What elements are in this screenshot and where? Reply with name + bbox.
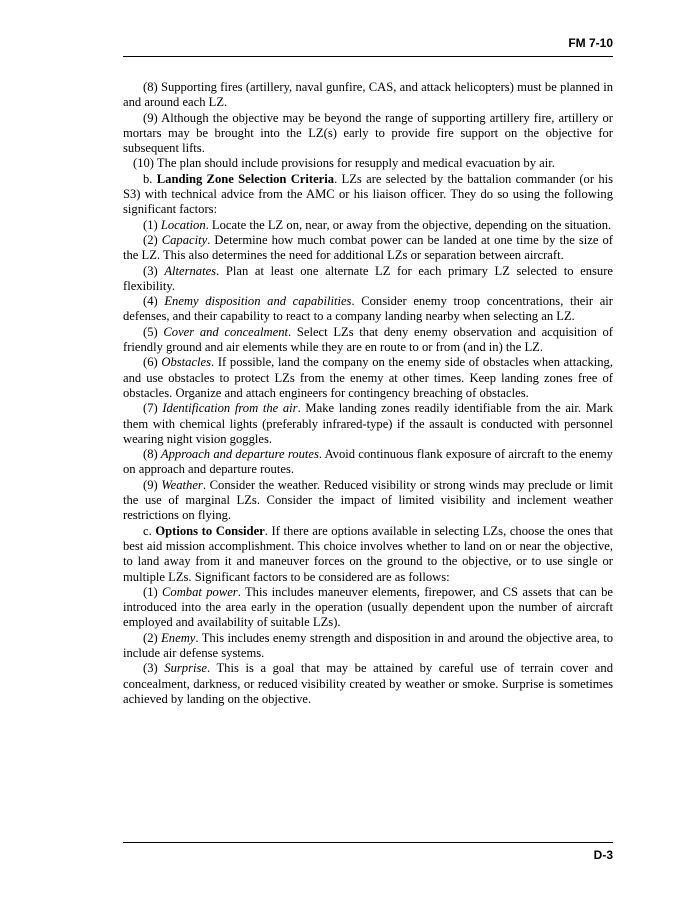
- header-rule: [123, 56, 613, 57]
- paragraph: (1) Location. Locate the LZ on, near, or away from the objective, depending on the situation.: [143, 217, 612, 232]
- footer-rule: [123, 842, 613, 843]
- paragraph: (9) Although the objective may be beyond the range of supporting artillery fire, artillery or mortars may be brought into the LZ(s) early to provide fire support on the objective for subsequent lifts.: [123, 110, 613, 156]
- paragraph: (2) Enemy. This includes enemy strength and disposition in and around the objective area, to include air defense systems.: [123, 630, 614, 660]
- paragraph: (5) Cover and concealment. Select LZs that deny enemy observation and acquisition of friendly ground and air elements while they are en route to or from (and in) the LZ.: [123, 324, 613, 355]
- running-header: FM 7-10: [568, 36, 613, 50]
- paragraph: (4) Enemy disposition and capabilities. Consider enemy troop concentrations, their air defenses, and their capability to react to a company landing nearby when selecting an LZ.: [123, 294, 613, 324]
- page-number: D-3: [593, 848, 613, 862]
- paragraph: (2) Capacity. Determine how much combat power can be landed at one time by the size of the LZ. This also determines the need for additional LZs or separation between aircraft.: [123, 232, 613, 263]
- section-b-heading: b. Landing Zone Selection Criteria. LZs are selected by the battalion commander (or his S3) with technical advice from the AMC or his liaison officer. They do so using the following significant factors:: [123, 171, 614, 217]
- paragraph: (8) Supporting fires (artillery, naval gunfire, CAS, and attack helicopters) must be planned in and around each LZ.: [123, 80, 613, 110]
- paragraph: (3) Surprise. This is a goal that may be attained by careful use of terrain cover and concealment, darkness, or reduced visibility created by weather or smoke. Surprise is sometimes achieved by landing on the objective.: [123, 661, 613, 706]
- paragraph: (3) Alternates. Plan at least one alternate LZ for each primary LZ selected to ensure flexibility.: [123, 263, 613, 293]
- paragraph: (7) Identification from the air. Make landing zones readily identifiable from the air. Mark them with chemical lights (preferably infrared-type) if the assault is conducted with personnel wearing night vision goggles.: [123, 401, 613, 446]
- page-body: [123, 80, 613, 707]
- paragraph: (6) Obstacles. If possible, land the company on the enemy side of obstacles when attacking, and use obstacles to protect LZs from the enemy at other times. Keep landing zones free of obstacles. Organize and attach engineers for contingency breaching of obstacles.: [123, 355, 613, 400]
- paragraph: (8) Approach and departure routes. Avoid continuous flank exposure of aircraft to the enemy on approach and departure routes.: [123, 447, 613, 477]
- paragraph: (9) Weather. Consider the weather. Reduced visibility or strong winds may preclude or limit the use of marginal LZs. Consider the impact of limited visibility and inclement weather restrictions on flying.: [123, 477, 613, 523]
- paragraph: (1) Combat power. This includes maneuver elements, firepower, and CS assets that can be introduced into the area early in the operation (usually dependent upon the number of aircraft employed and availability of suitable LZs).: [123, 584, 613, 630]
- paragraph: (10) The plan should include provisions for resupply and medical evacuation by air.: [133, 156, 555, 171]
- section-c-heading: c. Options to Consider. If there are options available in selecting LZs, choose the ones that best aid mission accomplishment. This choice involves whether to land on or near the objective, to land away from it and maneuver forces on the ground to the objective, or to use single or multiple LZs. Significant factors to be considered are as follows:: [123, 523, 613, 584]
